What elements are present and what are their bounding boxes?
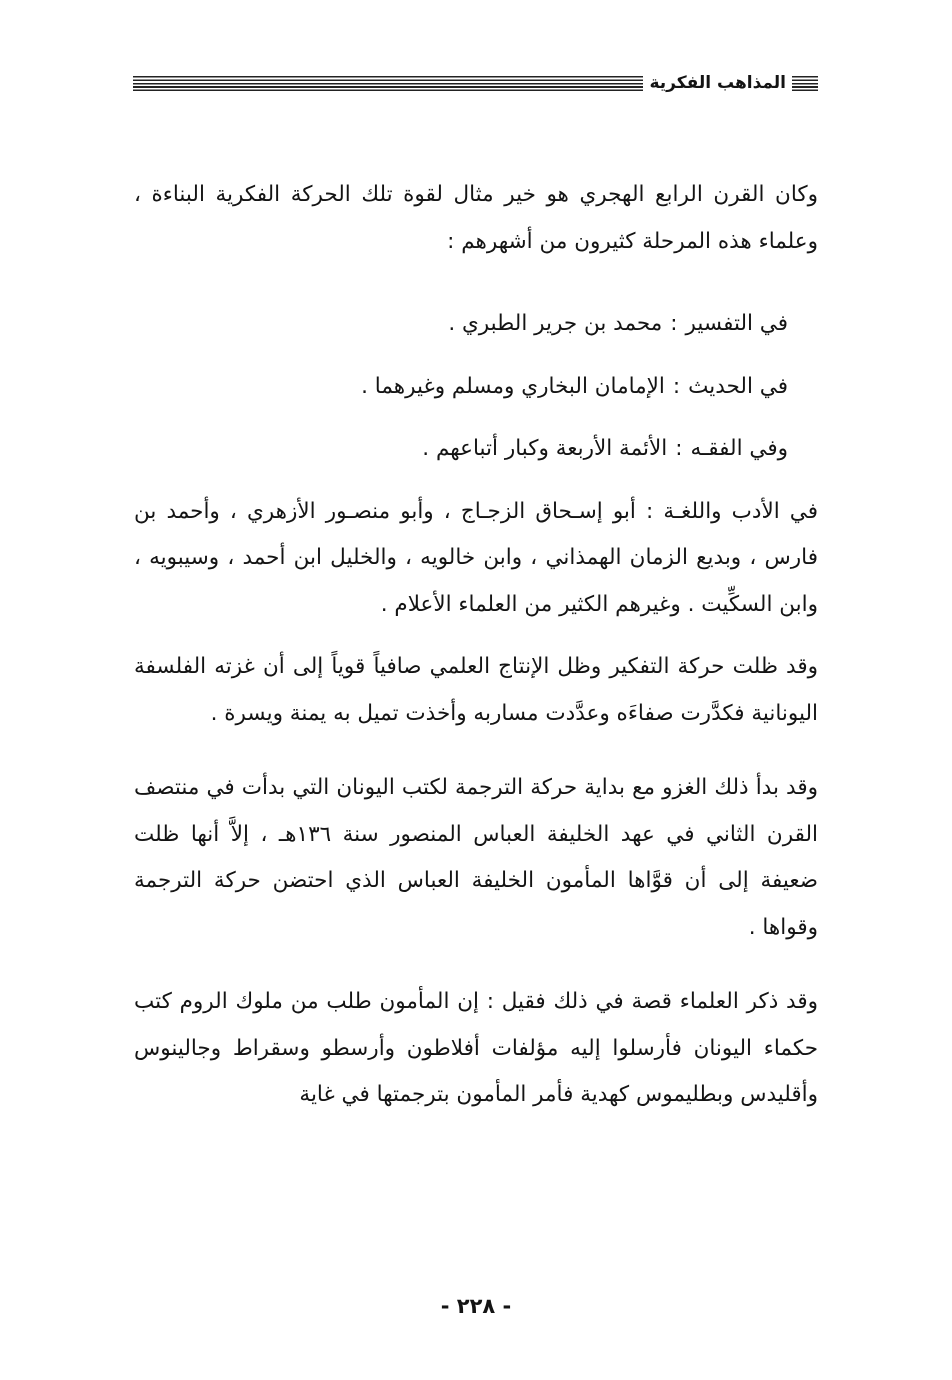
- list-item-field: في التفسير: [685, 311, 788, 336]
- list-item-scholars: الإمامان البخاري ومسلم وغيرهما .: [361, 373, 665, 399]
- list-item-scholars: الأئمة الأربعة وكبار أتباعهم .: [422, 436, 668, 461]
- list-separator: :: [670, 311, 678, 336]
- paragraph-intro: وكان القرن الرابع الهجري هو خير مثال لقوة تلك الحركة الفكرية البناءة ، وعلماء هذه المرحلة كثيرون من أشهرهم :: [134, 182, 818, 254]
- list-separator: :: [672, 373, 681, 399]
- list-item-hadith: [134, 364, 818, 411]
- page-body: [134, 172, 818, 1119]
- paragraph-literature: في الأدب واللغـة : أبو إسـحاق الزجـاج ، وأبو منصـور الأزهري ، وأحمد بن فارس ، وبديع الزمان الهمذاني ، وابن خالويه ، والخليل ابن أحمد ، وسيبويه ، وابن السكِّيت . وغيرهم الكثير من العلماء الأعلام .: [134, 498, 818, 617]
- list-item-fiqh: [134, 426, 818, 473]
- header-title: المذاهب الفكرية: [649, 73, 786, 93]
- header-rule-short: [792, 76, 818, 91]
- list-separator: :: [675, 436, 683, 461]
- header-rule-long: [133, 76, 643, 91]
- page-number: - ٢٢٨ -: [440, 1294, 512, 1318]
- list-item-field: في الحديث: [688, 373, 788, 399]
- paragraph-translation: وقد بدأ ذلك الغزو مع بداية حركة الترجمة لكتب اليونان التي بدأت في منتصف القرن الثاني في عهد الخليفة العباس المنصور سنة ١٣٦هـ ، إلاَّ أنها ظلت ضعيفة إلى أن قوَّاها المأمون الخليفة العباس الذي احتضن حركة الترجمة وقواها .: [134, 775, 818, 940]
- paragraph-mamun-story: وقد ذكر العلماء قصة في ذلك فقيل : إن المأمون طلب من ملوك الروم كتب حكماء اليونان فأرسلوا إليه مؤلفات أفلاطون وأرسطو وسقراط وجالينوس وأقليدس وبطليموس كهدية فأمر المأمون بترجمتها في غاية: [134, 989, 818, 1107]
- paragraph-philosophy: وقد ظلت حركة التفكير وظل الإنتاج العلمي صافياً قوياً إلى أن غزته الفلسفة اليونانية فكدَّرت صفاءَه وعدَّدت مساربه وأخذت تميل به يمنة ويسرة .: [134, 654, 818, 726]
- list-item-tafsir: [134, 301, 818, 348]
- list-item-field: وفي الفقـه: [690, 436, 788, 461]
- running-header: [133, 72, 818, 94]
- list-item-scholars: محمد بن جرير الطبري .: [448, 311, 663, 336]
